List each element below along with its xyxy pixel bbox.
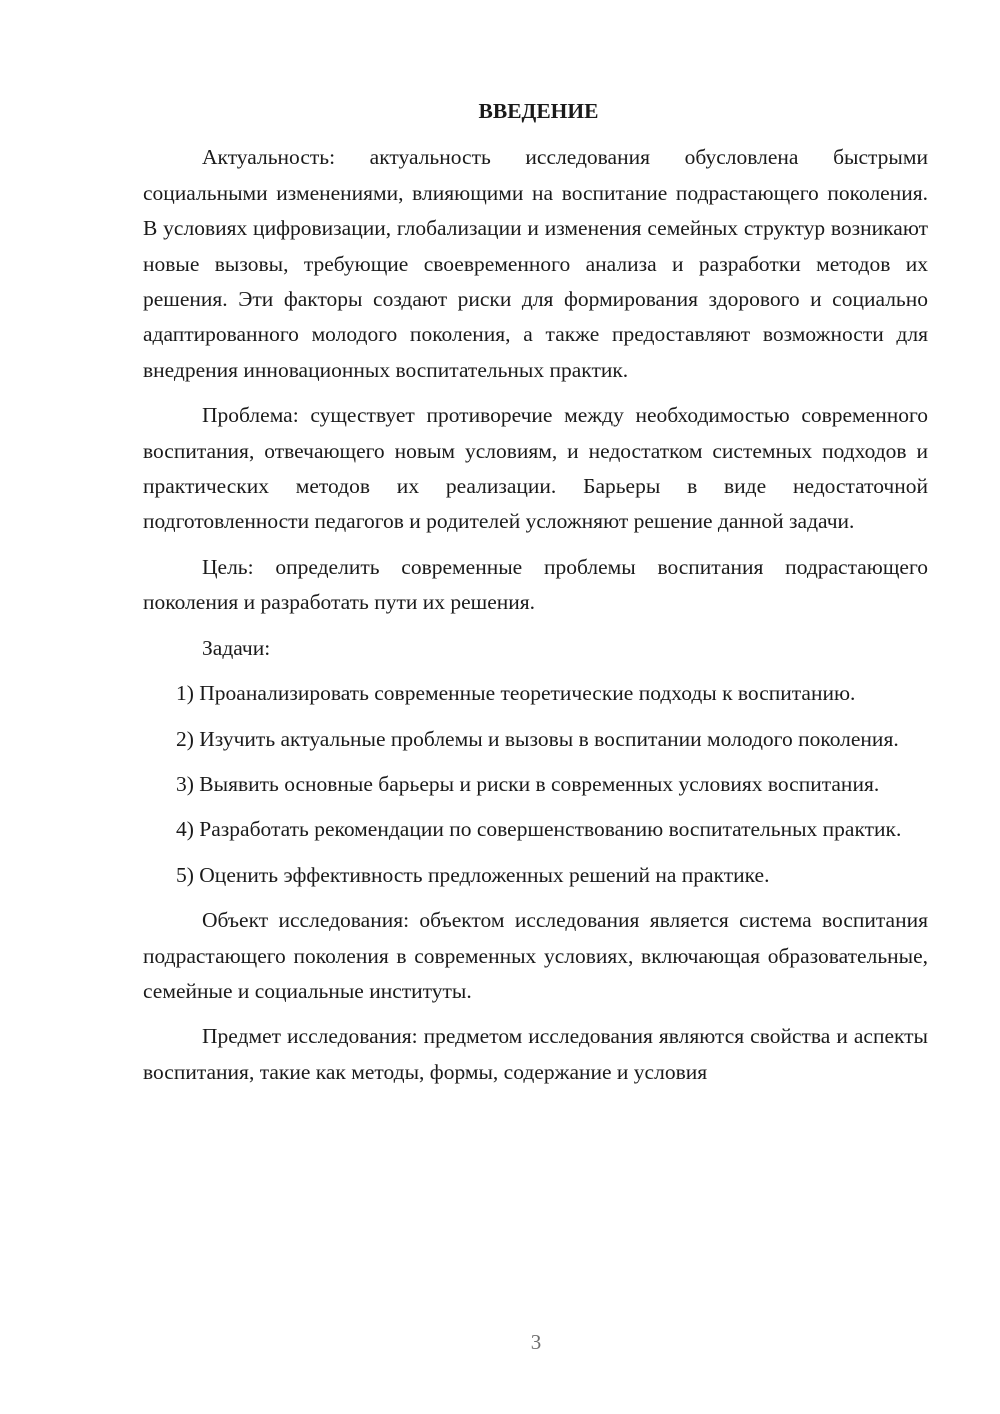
- task-item-5: 5) Оценить эффективность предложенных решений на практике.: [176, 862, 770, 887]
- task-item-3: 3) Выявить основные барьеры и риски в современных условиях воспитания.: [176, 771, 880, 796]
- task-item-4: 4) Разработать рекомендации по совершенствованию воспитательных практик.: [176, 817, 902, 842]
- goal-paragraph: Цель: определить современные проблемы воспитания подрастающего поколения и разработать пути их решения.: [143, 554, 928, 615]
- page-number: 3: [530, 1330, 542, 1354]
- task-item-1: 1) Проанализировать современные теоретические подходы к воспитанию.: [176, 681, 856, 706]
- tasks-heading: Задачи:: [202, 635, 271, 660]
- object-paragraph: Объект исследования: объектом исследования является система воспитания подрастающего поколения в современных условиях, включающая образовательные, семейные и социальные институты.: [143, 908, 928, 1003]
- subject-paragraph: Предмет исследования: предметом исследования являются свойства и аспекты воспитания, такие как методы, формы, содержание и условия: [143, 1024, 928, 1084]
- relevance-paragraph: Актуальность: актуальность исследования обусловлена быстрыми социальными изменениями, влияющими на воспитание подрастающего поколения. В условиях цифровизации, глобализации и изменения семейных структур возникают новые вызовы, требующие своевременного анализа и разработки методов их решения. Эти факторы создают риски для формирования здорового и социально адаптированного молодого поколения, а также предоставляют возможности для внедрения инновационных воспитательных практик.: [143, 145, 928, 382]
- page-content: [143, 94, 928, 1090]
- problem-paragraph: Проблема: существует противоречие между необходимостью современного воспитания, отвечающего новым условиям, и недостатком системных подходов и практических методов их реализации. Барьеры в виде недостаточной подготовленности педагогов и родителей усложняют решение данной задачи.: [143, 403, 928, 534]
- section-title: ВВЕДЕНИЕ: [478, 99, 599, 123]
- task-item-2: 2) Изучить актуальные проблемы и вызовы в воспитании молодого поколения.: [176, 726, 899, 751]
